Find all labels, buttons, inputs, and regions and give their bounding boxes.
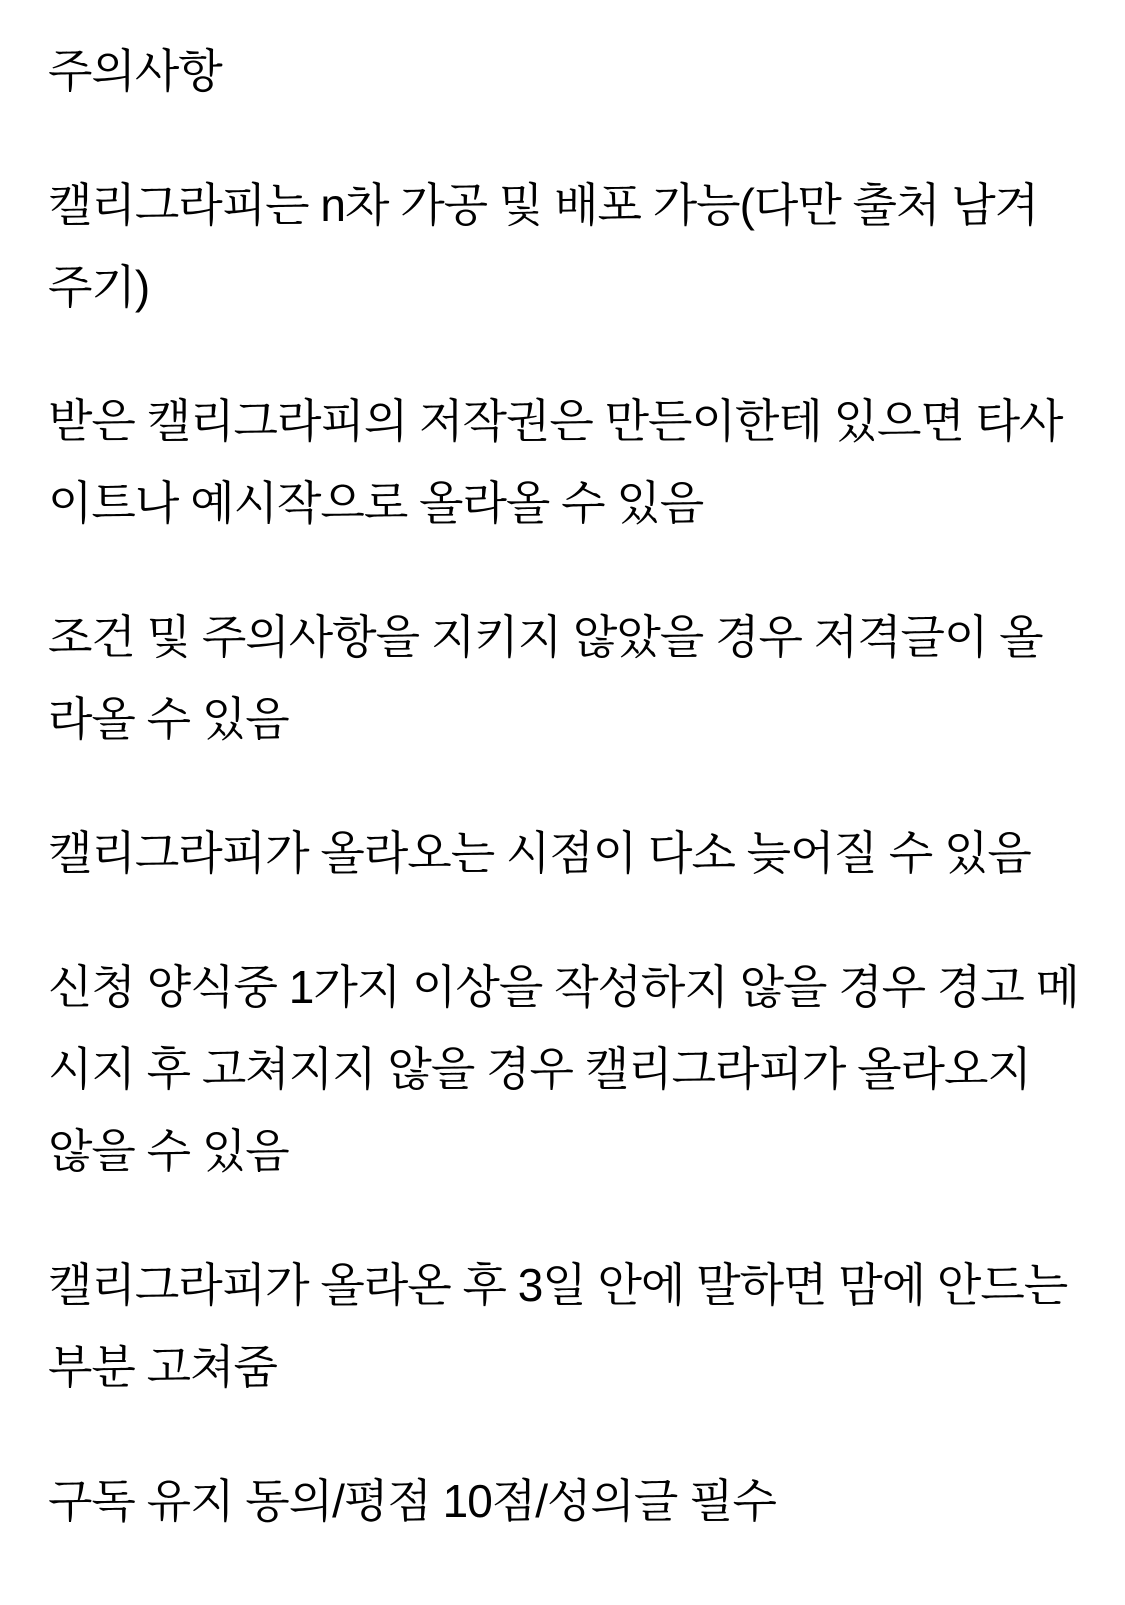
notice-paragraph-processing: 캘리그라피는 n차 가공 및 배포 가능(다만 출처 남겨주기) [48, 179, 1039, 313]
notice-paragraph-requirements: 구독 유지 동의/평점 10점/성의글 필수 [48, 1475, 776, 1527]
notice-paragraph-violation: 조건 및 주의사항을 지키지 않았을 경우 저격글이 올라올 수 있음 [48, 611, 1043, 745]
notice-paragraph-form-warning: 신청 양식중 1가지 이상을 작성하지 않을 경우 경고 메시지 후 고쳐지지 않을 경우 캘리그라피가 올라오지 않을 수 있음 [48, 961, 1079, 1177]
notice-paragraph-delay: 캘리그라피가 올라오는 시점이 다소 늦어질 수 있음 [48, 827, 1031, 879]
notice-paragraph-copyright: 받은 캘리그라피의 저작권은 만든이한테 있으면 타사이트나 예시작으로 올라올 수 있음 [48, 395, 1063, 529]
notice-title: 주의사항 [48, 45, 222, 97]
notice-paragraph-revision: 캘리그라피가 올라온 후 3일 안에 말하면 맘에 안드는 부분 고쳐줌 [48, 1259, 1068, 1393]
